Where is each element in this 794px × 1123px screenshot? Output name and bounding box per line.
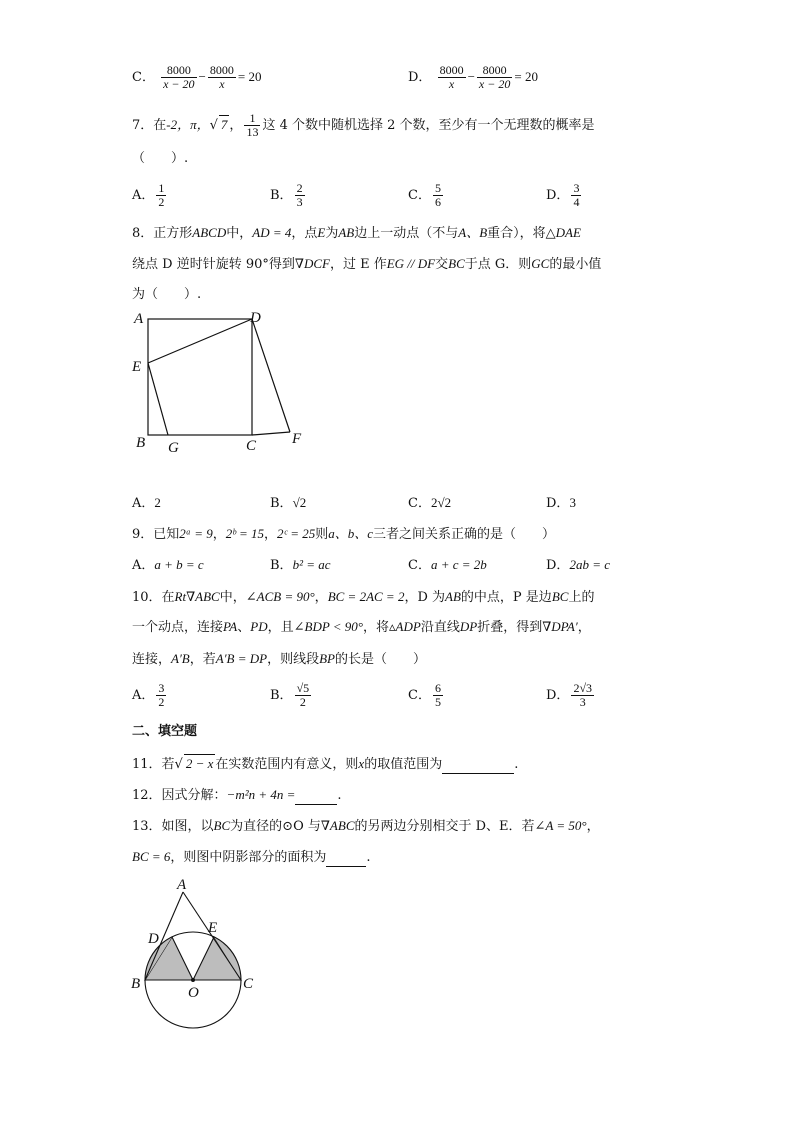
q9-option-d	[546, 556, 610, 575]
q8-line3: 为（ ）.	[132, 287, 202, 302]
q10-option-a	[132, 682, 168, 709]
text: 折叠，得到	[477, 620, 543, 635]
math: ▵ADP	[389, 619, 421, 634]
text: 一个动点，连接	[132, 620, 224, 635]
numerator: 8000	[161, 64, 196, 78]
q7-option-a	[132, 182, 168, 209]
option-label: D．	[546, 558, 570, 573]
text: 10．在	[132, 590, 175, 605]
math: a、b、c	[328, 526, 374, 541]
text: 于点 G．则	[464, 257, 532, 272]
text: .	[337, 788, 342, 803]
q10-option-c	[408, 682, 445, 709]
math: BC	[213, 818, 231, 833]
text: 边上一动点（不与	[354, 226, 459, 241]
text: 三者之间关系正确的是（ ）	[373, 527, 556, 542]
fraction	[295, 682, 312, 709]
math: BC = 6	[132, 849, 171, 864]
numerator: 8000	[209, 63, 234, 77]
q8-option-b	[270, 494, 306, 513]
text: 的长是（ ）	[335, 652, 427, 667]
label-a: A	[134, 311, 144, 327]
label-e: E	[132, 359, 142, 375]
q10-line3	[132, 650, 426, 669]
label-g: G	[168, 440, 179, 456]
text: ，	[586, 819, 600, 834]
q13-line1	[132, 817, 600, 836]
q10-option-d	[546, 682, 596, 709]
fraction	[433, 182, 443, 209]
math: ∇ABC	[320, 818, 355, 833]
math: DP	[459, 619, 478, 634]
text: ，若	[189, 652, 216, 667]
answer-paren: （ ）.	[132, 151, 189, 166]
option-label: A．	[132, 688, 155, 703]
math: A′B	[171, 651, 190, 666]
label-d: D	[250, 310, 261, 326]
text: ，则线段	[267, 652, 320, 667]
text: ，	[314, 590, 328, 605]
fraction	[244, 112, 260, 139]
label-b: B	[131, 976, 141, 992]
question-text: 这 4 个数中随机选择 2 个数，至少有一个无理数的概率是	[262, 118, 595, 133]
option-value: a + b = c	[154, 557, 204, 572]
option-label: D．	[546, 496, 570, 511]
denominator: 2	[299, 695, 306, 709]
text: 12．因式分解：	[132, 788, 227, 803]
text: ，将	[363, 620, 390, 635]
segment-eg	[148, 363, 168, 435]
text: ，过 E 作	[329, 257, 387, 272]
denominator: 13	[246, 125, 259, 139]
question-number: 7．在	[132, 118, 167, 133]
math: x	[358, 756, 365, 771]
text: 、	[237, 620, 251, 635]
text: 13．如图，以	[132, 819, 214, 834]
text: 连接，	[132, 652, 172, 667]
label-c: C	[243, 976, 254, 992]
math: 2ᵃ = 9	[179, 526, 213, 541]
q10-line1	[132, 588, 594, 607]
denominator: 6	[434, 195, 441, 209]
math: 2ᶜ = 25	[277, 526, 316, 541]
numerator: 3	[573, 181, 580, 195]
q9-option-b	[270, 556, 331, 575]
q8-figure	[120, 305, 320, 460]
math: BC = 2AC = 2	[327, 589, 405, 604]
denominator: 4	[573, 195, 580, 209]
denominator: x − 20	[163, 77, 195, 91]
math: A、B	[458, 225, 488, 240]
label-f: F	[292, 431, 302, 447]
q10-option-b	[270, 682, 313, 709]
denominator: 2	[158, 195, 165, 209]
q7-stem: 7．在-2，π，√ 7 ， $\frac{1}{13}$ 这 4 个数中随机选择 2 个数，至少有一个无理数的概率是	[132, 111, 595, 139]
minus-sign: −	[467, 69, 475, 84]
denominator: x	[219, 77, 225, 91]
fraction	[156, 182, 166, 209]
math: PD	[250, 619, 268, 634]
fraction	[156, 682, 166, 709]
math: AD = 4	[252, 225, 292, 240]
text: 重合），将△	[487, 226, 556, 241]
option-label: C．	[408, 558, 431, 573]
option-label: B．	[270, 688, 293, 703]
option-label: C．	[408, 188, 431, 203]
segment-ed	[148, 319, 252, 363]
numerator: 1	[158, 181, 165, 195]
q12	[132, 786, 342, 805]
text: ，	[577, 620, 591, 635]
q6-option-c	[132, 64, 261, 91]
text: 8．正方形	[132, 226, 193, 241]
denominator: 3	[296, 195, 303, 209]
q13-line2	[132, 848, 371, 867]
math: ∇DCF	[294, 256, 330, 271]
sqrt-argument: 2 − x	[185, 756, 214, 771]
answer-blank[interactable]	[295, 792, 337, 805]
fraction	[433, 682, 443, 709]
q7-option-c	[408, 182, 445, 209]
center-point	[191, 978, 195, 982]
label-c: C	[246, 438, 257, 454]
option-value: √2	[292, 495, 307, 510]
text: ，则图中阴影部分的面积为	[170, 850, 327, 865]
math: ∠BDP < 90°	[293, 619, 364, 634]
text: 中，	[226, 226, 253, 241]
q11	[132, 754, 518, 774]
q8-line1	[132, 224, 581, 243]
minus-sign: −	[198, 69, 206, 84]
option-value: a + c = 2b	[430, 557, 487, 572]
option-label: B．	[270, 558, 293, 573]
math: Rt∇ABC	[174, 589, 220, 604]
math: EG // DF	[386, 256, 436, 271]
numerator: 2	[296, 181, 303, 195]
math: PA	[223, 619, 238, 634]
answer-blank[interactable]	[326, 854, 366, 867]
option-label: D．	[408, 70, 432, 85]
text: ，D 为	[404, 590, 446, 605]
fraction	[571, 682, 594, 709]
section-heading: 二、填空题	[132, 724, 198, 739]
text: 的中点，P 是边	[460, 590, 552, 605]
text: 交	[435, 257, 449, 272]
option-label: A．	[132, 496, 155, 511]
q8-option-a	[132, 494, 161, 513]
numerator: √5	[296, 681, 310, 695]
text: ，点	[291, 226, 318, 241]
equation-rhs: = 20	[237, 69, 262, 84]
fraction	[571, 182, 581, 209]
text: 11．若	[132, 757, 175, 772]
math: E	[317, 225, 326, 240]
answer-blank[interactable]	[442, 761, 514, 774]
option-value: 3	[569, 495, 576, 510]
math: GC	[531, 256, 550, 271]
fraction	[438, 64, 466, 91]
math: ∇DPA′	[542, 619, 578, 634]
option-label: C．	[408, 496, 431, 511]
math: ∠ACB = 90°	[245, 589, 315, 604]
text: 则	[315, 527, 329, 542]
label-a: A	[177, 877, 187, 893]
option-label: A．	[132, 188, 155, 203]
text: 绕点 D 逆时针旋转 90°得到	[132, 257, 295, 272]
option-value: b² = ac	[292, 557, 331, 572]
number-list: -2，π，	[166, 117, 210, 132]
numerator: 8000	[439, 63, 464, 77]
math: BP	[319, 651, 335, 666]
option-label: A．	[132, 558, 155, 573]
denominator: 3	[579, 695, 586, 709]
text: 沿直线	[420, 620, 460, 635]
numerator: 2√3	[573, 681, 593, 695]
q8-option-c	[408, 494, 451, 513]
text: 为直径的⊙O 与	[230, 819, 321, 834]
q13-figure	[125, 872, 265, 1037]
q10-line2	[132, 618, 591, 637]
numerator: 6	[434, 681, 441, 695]
text: 为	[325, 226, 339, 241]
fraction	[208, 64, 236, 91]
radical-sign: √	[174, 757, 183, 772]
text: 的最小值	[549, 257, 602, 272]
label-o: O	[188, 985, 199, 1001]
numerator: 3	[158, 681, 165, 695]
math: −m²n + 4n =	[226, 787, 296, 802]
option-value: 2	[154, 495, 161, 510]
option-label: C．	[408, 688, 431, 703]
math: ABCD	[192, 225, 227, 240]
option-label: C．	[132, 70, 155, 85]
q8-line2	[132, 255, 601, 274]
text: 上的	[568, 590, 595, 605]
denominator: x	[448, 77, 455, 91]
fraction	[295, 182, 305, 209]
q7-option-b	[270, 182, 307, 209]
q7-option-d	[546, 182, 583, 209]
option-value: 2√2	[430, 495, 452, 510]
option-value: 2ab = c	[569, 557, 610, 572]
option-label: B．	[270, 188, 293, 203]
numerator: 1	[244, 112, 260, 126]
numerator: 8000	[477, 64, 512, 78]
q9-option-a	[132, 556, 204, 575]
text: .	[366, 850, 371, 865]
label-b: B	[136, 435, 146, 451]
text: ，且	[267, 620, 294, 635]
text: 的取值范围为	[364, 757, 443, 772]
q6-option-d	[408, 64, 538, 91]
radical-sign: √	[209, 118, 218, 133]
label-e: E	[208, 920, 218, 936]
label-d: D	[148, 931, 159, 947]
text: 在实数范围内有意义，则	[215, 757, 359, 772]
math: BC	[448, 256, 465, 271]
math: DAE	[555, 225, 581, 240]
segment-cf	[252, 432, 290, 435]
q9-option-c	[408, 556, 487, 575]
q8-option-d	[546, 494, 576, 513]
numerator: 5	[434, 181, 441, 195]
option-label: D．	[546, 688, 570, 703]
math: ∠A = 50°	[534, 818, 587, 833]
denominator: x − 20	[478, 77, 511, 91]
text: 的另两边分别相交于 D、E．若	[354, 819, 535, 834]
equation-rhs: = 20	[514, 69, 538, 84]
option-label: D．	[546, 188, 570, 203]
text: 中，	[219, 590, 246, 605]
text: .	[514, 757, 519, 772]
segment-df	[252, 319, 290, 432]
denominator: 5	[434, 695, 441, 709]
denominator: 2	[158, 695, 165, 709]
fraction	[161, 64, 196, 91]
math: AB	[338, 225, 355, 240]
option-label: B．	[270, 496, 293, 511]
math: 2ᵇ = 15	[225, 526, 265, 541]
sqrt-argument: 7	[220, 117, 228, 132]
q9-stem: 9．已知2ᵃ = 9，2ᵇ = 15，2ᶜ = 25则a、b、c三者之间关系正确的是（ ）	[132, 526, 556, 542]
math: A′B = DP	[215, 651, 268, 666]
math: AB	[445, 589, 461, 604]
text: 9．已知	[132, 527, 180, 542]
fraction	[477, 64, 512, 91]
math: BC	[551, 589, 569, 604]
